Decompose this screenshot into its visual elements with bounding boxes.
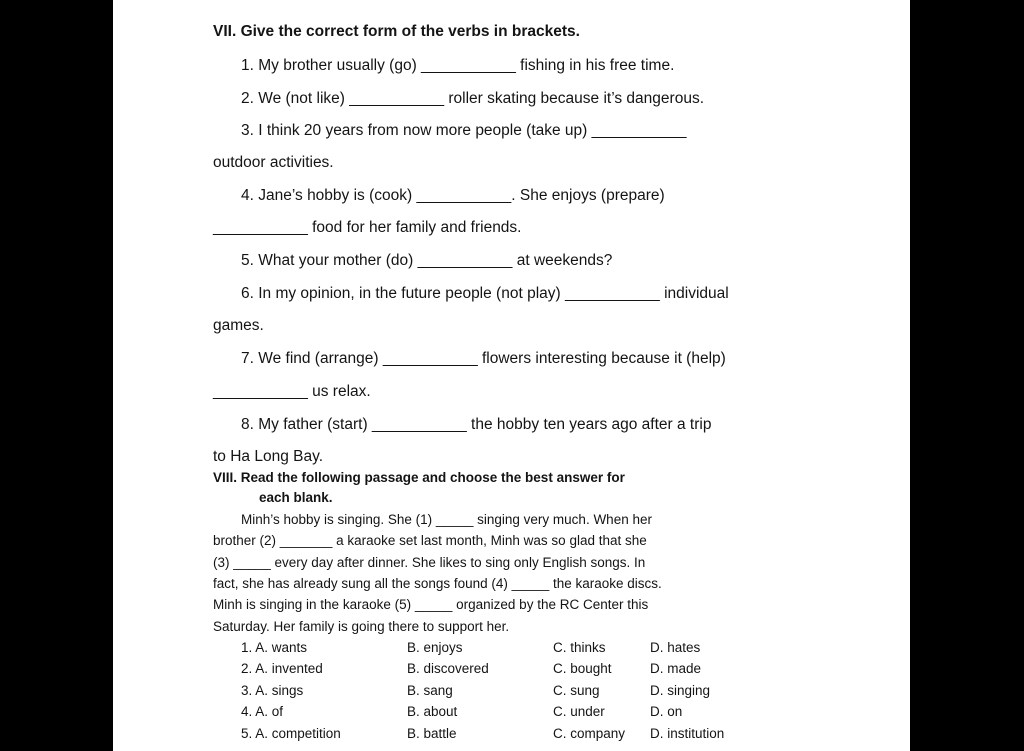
option-b: B. enjoys bbox=[407, 640, 463, 655]
option-a: 4. A. of bbox=[241, 704, 284, 719]
section8-title-cont: each blank. bbox=[259, 490, 333, 505]
option-a: 2. A. invented bbox=[241, 661, 323, 676]
s7-line: 6. In my opinion, in the future people (not play) ___________ individual bbox=[241, 285, 729, 302]
s7-line: 1. My brother usually (go) ___________ fishing in his free time. bbox=[241, 57, 675, 74]
option-d: D. institution bbox=[650, 726, 725, 741]
option-a: 5. A. competition bbox=[241, 726, 341, 741]
section7-title: VII. Give the correct form of the verbs in brackets. bbox=[213, 23, 580, 40]
s7-line: to Ha Long Bay. bbox=[213, 448, 324, 465]
option-d: D. on bbox=[650, 704, 683, 719]
option-c: C. thinks bbox=[553, 640, 606, 655]
s7-line: ___________ us relax. bbox=[213, 383, 371, 400]
option-c: C. under bbox=[553, 704, 605, 719]
s7-line: games. bbox=[213, 317, 264, 334]
option-b: B. about bbox=[407, 704, 458, 719]
s7-line: 8. My father (start) ___________ the hobby ten years ago after a trip bbox=[241, 416, 712, 433]
s7-line: 4. Jane’s hobby is (cook) ___________. She enjoys (prepare) bbox=[241, 187, 665, 204]
option-b: B. discovered bbox=[407, 661, 489, 676]
s7-line: outdoor activities. bbox=[213, 154, 334, 171]
option-a: 1. A. wants bbox=[241, 640, 308, 655]
passage-line: brother (2) _______ a karaoke set last month, Minh was so glad that she bbox=[213, 533, 647, 548]
s7-line: 5. What your mother (do) ___________ at weekends? bbox=[241, 252, 613, 269]
passage-line: Minh is singing in the karaoke (5) _____ organized by the RC Center this bbox=[213, 597, 649, 612]
option-d: D. made bbox=[650, 661, 702, 676]
section8-title: VIII. Read the following passage and choose the best answer for bbox=[213, 470, 625, 485]
option-c: C. sung bbox=[553, 683, 600, 698]
option-c: C. company bbox=[553, 726, 626, 741]
passage-line: fact, she has already sung all the songs found (4) _____ the karaoke discs. bbox=[213, 576, 662, 591]
s7-line: 7. We find (arrange) ___________ flowers interesting because it (help) bbox=[241, 350, 726, 367]
option-d: D. singing bbox=[650, 683, 711, 698]
s7-line: 2. We (not like) ___________ roller skating because it’s dangerous. bbox=[241, 90, 704, 107]
s7-line: ___________ food for her family and friends. bbox=[213, 219, 522, 236]
passage-line: (3) _____ every day after dinner. She likes to sing only English songs. In bbox=[213, 555, 646, 570]
passage-line: Saturday. Her family is going there to support her. bbox=[213, 619, 510, 634]
option-b: B. battle bbox=[407, 726, 457, 741]
s7-line: 3. I think 20 years from now more people (take up) ___________ bbox=[241, 122, 687, 139]
passage-line: Minh’s hobby is singing. She (1) _____ singing very much. When her bbox=[241, 512, 652, 527]
option-a: 3. A. sings bbox=[241, 683, 304, 698]
option-b: B. sang bbox=[407, 683, 453, 698]
option-d: D. hates bbox=[650, 640, 701, 655]
option-c: C. bought bbox=[553, 661, 612, 676]
worksheet-page bbox=[113, 0, 910, 751]
